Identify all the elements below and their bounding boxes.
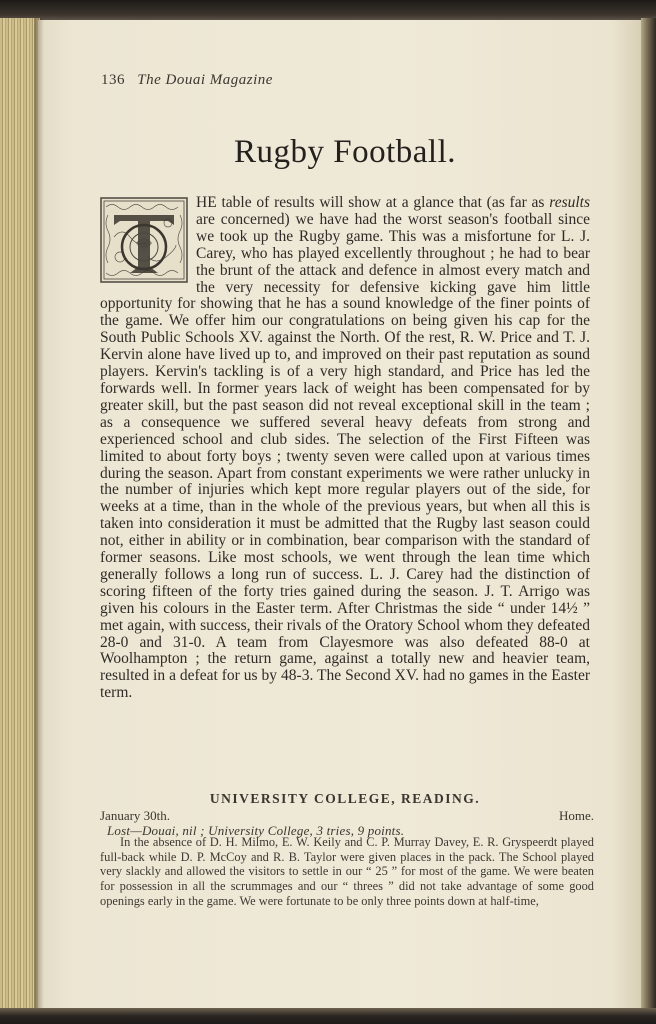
book-bottom-edge — [0, 1008, 656, 1024]
page-number: 136 — [101, 72, 125, 88]
match-date: January 30th. — [100, 808, 171, 823]
italic-run: results — [549, 194, 590, 211]
text-run: are concerned) we have had the worst season's football since we took up the Rugby game. This was a misfortune for L. J. Carey, who has played excellently throughout ; he had to bear the brunt of the attack and defence in almost every match and the very necessity for defensive kicking gave him little opportunity for showing that he has a sound knowledge of the finer points of the game. We offer him our congratulations on being given his cap for the South Public Schools XV. against the North. Of the rest, R. W. Price and T. J. Kervin alone have lived up to, and improved on their past reputation as sound players. Kervin's tackling is of a very high standard, and Price has led the forwards well. In former years lack of weight has been compensated for by greater skill, but the past season did not reveal exceptional skill in the team ; as a consequence we suffered several heavy defeats from strong and experienced school and club sides. The selection of the First Fifteen was limited to about forty boys ; twenty seven were called upon at various times during the season. Apart from constant experiments we were rather unlucky in the number of injuries which kept more regular players out of the side, for weeks at a time, than in the whole of the previous years, but when all this is taken into consideration it must be admitted that the Rugby last season could not, either in ability or in combination, bear comparison with the standard of former seasons. Like most schools, we went through the lean time which generally follows a long run of success. L. J. Carey had the distinction of scoring fifteen of the forty tries gained during the season. J. T. Arrigo was given his colours in the Easter term. After Christmas the side “ under 14½ ” met again, with success, their rivals of the Oratory School whom they defeated 28-0 and 31-0. A team from Clayesmore was also defeated 88-0 at Woolhampton ; the return game, against a totally new and heavier team, resulted in a defeat for us by 48-3. The Second XV. had no games in the Easter term. — [100, 210, 590, 702]
match-result: Lost—Douai, nil ; University College, 3 tries, 9 points. — [107, 823, 405, 838]
match-report: In the absence of D. H. Milmo, E. W. Keily and C. P. Murray Davey, E. R. Gryspeerdt played full-back while D. P. McCoy and R. B. Taylor were given places in the pack. The School played very slackly and allowed the visitors to settle in our “ 25 ” for most of the game. We were beaten for possession in all the scrummages and our “ threes ” did not take advantage of some good openings early in the game. We were fortunate to be only three points down at half-time, — [100, 835, 594, 908]
match-heading: UNIVERSITY COLLEGE, READING. — [209, 791, 481, 806]
book-top-edge — [0, 0, 656, 20]
match-venue: Home. — [558, 808, 594, 823]
gutter-shadow — [34, 18, 44, 1018]
running-header — [101, 72, 273, 89]
book-cover-right-edge — [641, 18, 656, 1024]
ornamental-dropcap-t — [100, 197, 188, 283]
article-title: Rugby Football. — [233, 134, 457, 170]
text-run: HE table of results will show at a glance that (as far as — [196, 194, 550, 211]
magazine-title: The Douai Magazine — [137, 72, 273, 88]
article-body — [100, 195, 590, 702]
match-meta — [100, 808, 594, 824]
